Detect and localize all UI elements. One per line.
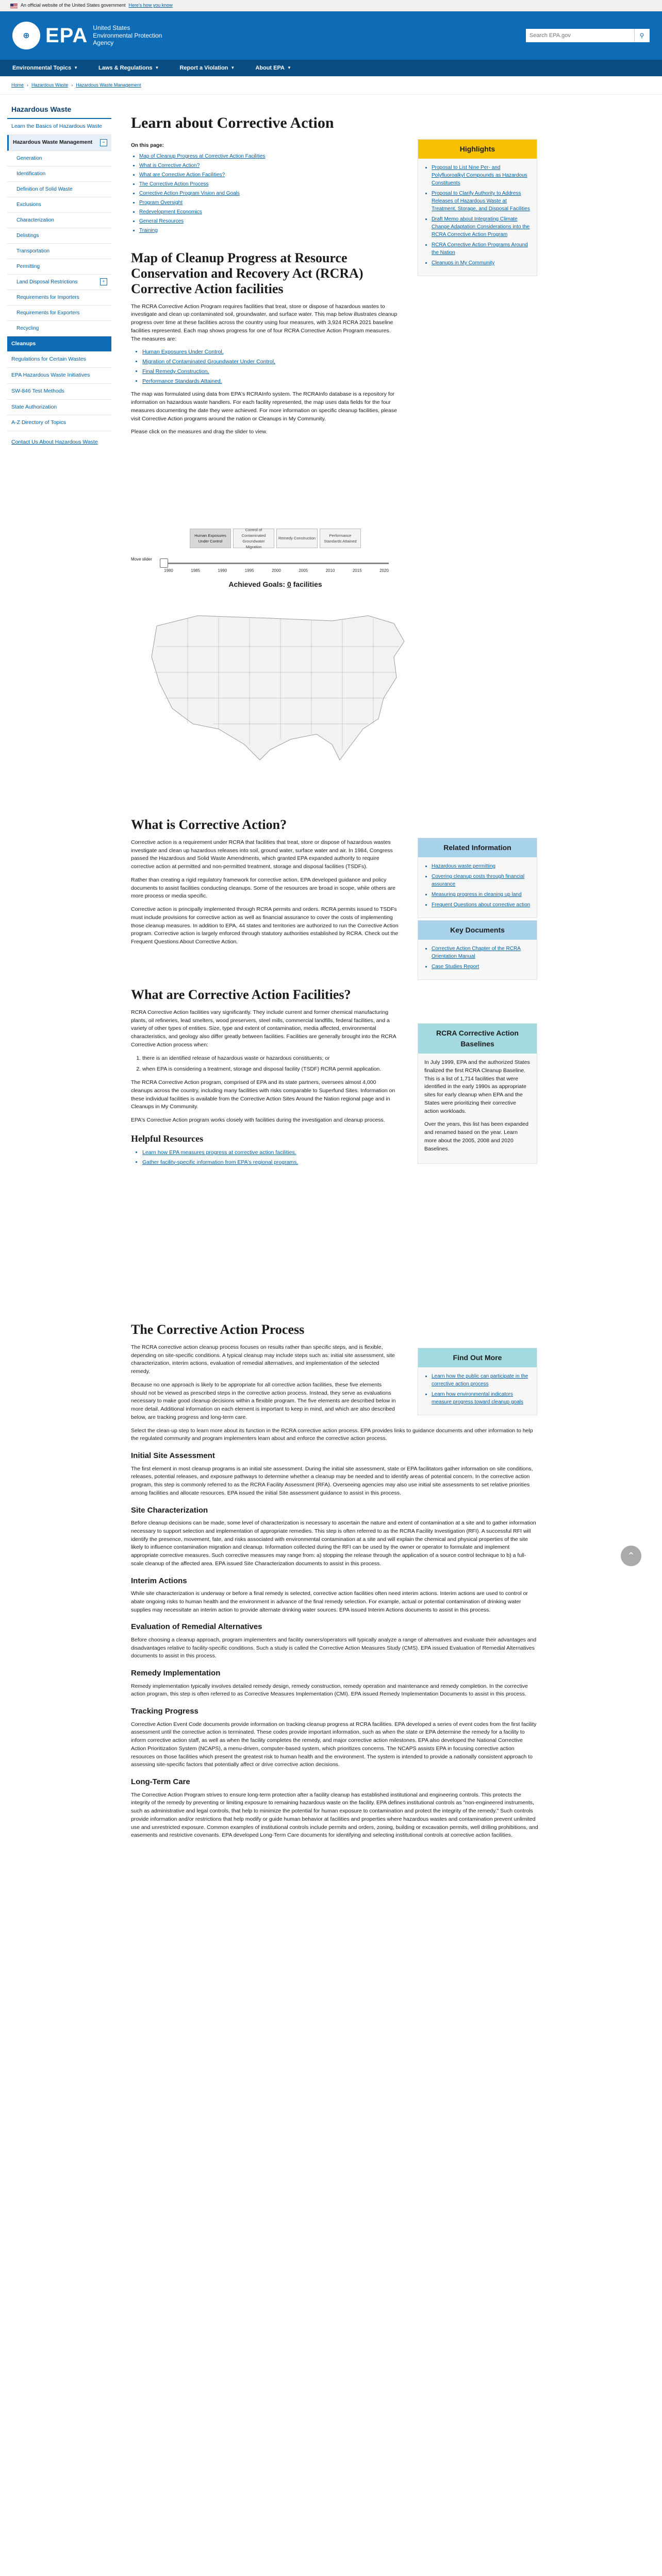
sidebar-item[interactable]	[7, 368, 111, 384]
on-this-page-link[interactable]: • What are Corrective Action Facilities?	[139, 171, 378, 179]
gov-banner-text: An official website of the United States government	[21, 3, 126, 8]
year-tick: 1985	[191, 568, 201, 573]
highlight-link[interactable]: • RCRA Corrective Action Programs Around the Nation	[432, 241, 531, 257]
sidebar-item-label: Characterization	[16, 217, 54, 223]
slider-track[interactable]	[164, 563, 389, 564]
process-step-heading: Long-Term Care	[131, 1777, 190, 1787]
sidebar-item[interactable]	[7, 306, 111, 321]
us-map-outline	[152, 616, 404, 760]
find-out-more-box	[418, 1348, 537, 1415]
facilities-heading: What are Corrective Action Facilities?	[131, 987, 351, 1002]
sidebar-item[interactable]	[7, 415, 111, 431]
sidebar-item-label: Regulations for Certain Wastes	[11, 356, 86, 363]
measure-link[interactable]: • Performance Standards Attained.	[142, 378, 399, 386]
map-measure-tab[interactable]: Human Exposures Under Control	[190, 529, 231, 548]
facilities-p2: The RCRA Corrective Action program, comprised of EPA and its state partners, oversees almost 4,000 cleanups across the country, including many facilities with risks comparable to Superfund Sites. Information on these individual facilities is available from the Corrective Action Sites Around the Nation regional page and in Cleanups in My Community.	[131, 1079, 395, 1110]
breadcrumb-home[interactable]: Home	[11, 82, 24, 88]
measure-link[interactable]: • Human Exposures Under Control,	[142, 348, 399, 357]
measure-link[interactable]: • Migration of Contaminated Groundwater Under Control,	[142, 358, 399, 366]
process-step-text: Before choosing a cleanup approach, program implementers and facility owners/operators will typically analyze a range of alternatives and evaluate their advantages and disadvantages relative to facility-specific conditions. Such a study is called the Corrective Action Measures Study (CMS). EPA issued Evaluation of Remedial Alternatives documents to assist in this process.	[131, 1636, 537, 1659]
key-document-link[interactable]: • Corrective Action Chapter of the RCRA Orientation Manual	[432, 945, 531, 960]
measure-link[interactable]: • Final Remedy Construction,	[142, 368, 399, 376]
process-step-heading: Tracking Progress	[131, 1707, 198, 1716]
year-tick: 1980	[164, 568, 173, 573]
epa-logo[interactable]	[12, 20, 162, 51]
sidebar-title[interactable]: Hazardous Waste	[7, 101, 111, 119]
highlight-link[interactable]: • Cleanups in My Community	[432, 259, 531, 267]
related-info-title: Related Information	[418, 838, 537, 857]
highlight-link[interactable]: • Draft Memo about Integrating Climate Change Adaptation Considerations into the RCRA Corrective Action Program	[432, 215, 531, 239]
breadcrumb-hw-management[interactable]: Hazardous Waste Management	[76, 82, 141, 88]
sidebar-item[interactable]	[7, 336, 111, 352]
logo-text: EPA	[45, 24, 88, 47]
facilities-p1: RCRA Corrective Action facilities vary significantly. They include current and former chemical manufacturing plants, oil refineries, lead smelters, wood preservers, steel mills, commercial landfills, federal facilities, and a variety of other types of entities. Size, type and extent of contamination, media affected, environmental characteristics, and geology also differ greatly between facilities. Facilities are generally brought into the RCRA Corrective Action process when:	[131, 1009, 396, 1048]
sidebar-item-label: Permitting	[16, 263, 40, 269]
nav-environmental-topics[interactable]: Environmental Topics ▼	[12, 64, 78, 71]
baselines-p1: In July 1999, EPA and the authorized States finalized the first RCRA Cleanup Baseline. This is a list of 1,714 facilities that were identified in the early 1990s as appropriate sites for early cleanup when EPA and the States were prioritizing their corrective action workloads.	[424, 1059, 530, 1114]
on-this-page-link[interactable]: • Training	[139, 227, 378, 234]
sidebar-item-label: Definition of Solid Waste	[16, 186, 73, 192]
on-this-page-link[interactable]: • Corrective Action Program Vision and Goals	[139, 190, 378, 197]
sidebar-nav	[7, 101, 111, 447]
process-p1: The RCRA corrective action cleanup process focuses on results rather than specific steps, and is flexible, depending on site-specific conditions. A typical cleanup may include steps such as: initial site assessment, site characterization, interim actions, evaluation of remedial alternatives, and implementation of the selected remedy.	[131, 1344, 395, 1375]
on-this-page-link[interactable]: • Program Oversight	[139, 199, 378, 207]
sidebar-item[interactable]	[7, 384, 111, 400]
sidebar-item[interactable]	[7, 197, 111, 213]
site-header	[0, 11, 662, 60]
year-tick: 2015	[352, 568, 362, 573]
sidebar-item[interactable]	[7, 213, 111, 228]
find-out-link[interactable]: • Learn how environmental indicators measure progress toward cleanup goals	[432, 1391, 531, 1406]
sidebar-item[interactable]	[7, 228, 111, 244]
agency-name: United States Environmental Protection Agency	[93, 24, 162, 47]
year-slider[interactable]	[131, 553, 420, 574]
chevron-down-icon: ▼	[155, 65, 159, 70]
search-button[interactable]	[634, 29, 650, 42]
key-documents-title: Key Documents	[418, 921, 537, 940]
main-nav	[0, 60, 662, 76]
process-step-text: The first element in most cleanup programs is an initial site assessment. During the initial site assessment, state or EPA facilitators gather information on site conditions, releases, potential releases, and exposure pathways to determine whether a cleanup may be needed and to identify areas of potential concern. In the corrective action program, this step is commonly referred to as the RCRA Facility Assessment (RFA). Overseeing agencies may also use initial site assessments to set relative priorities among facilities and allocate resources. EPA issued the initial Site assessment guidance to assist in this process.	[131, 1465, 533, 1496]
key-documents-box	[418, 920, 537, 980]
sidebar-item[interactable]	[7, 166, 111, 182]
helpful-resource-link[interactable]: • Learn how EPA measures progress at corrective action facilities.	[142, 1149, 399, 1157]
process-heading: The Corrective Action Process	[131, 1322, 305, 1337]
nav-laws-regulations[interactable]: Laws & Regulations ▼	[98, 64, 159, 71]
year-tick: 2010	[325, 568, 335, 573]
process-step-text: While site characterization is underway or before a final remedy is selected, corrective action facilities often need interim actions. Interim actions are used to control or abate ongoing risks to human health and the environment in advance of the final remedy selection. For example, actual or potential contamination of drinking water supplies may necessitate an interim action to provide alternate drinking water sources. EPA issued Interim Actions documents to assist in this process.	[131, 1590, 528, 1613]
breadcrumb-hazardous-waste[interactable]: Hazardous Waste	[31, 82, 69, 88]
helpful-heading: Helpful Resources	[131, 1133, 204, 1144]
process-step-text: The Corrective Action Program strives to ensure long-term protection after a facility cleanup has established institutional and engineering controls. This protects the integrity of the remedy by preventing or limiting exposure to remaining hazardous waste on the facility. EPA defines institutional controls as "non-engineered instruments, such as administrative and legal controls, that help to minimize the potential for human exposure to contamination and protect the integrity of the remedy." Such controls provide information and/or restrictions that help modify or guide human behavior at facilities and properties where hazardous wastes and contamination prevent unlimited use and unrestricted exposure. Common examples of institutional controls include permits and orders, zoning, building or excavation permits, well drilling prohibitions, and easements and restrictive covenants. EPA developed Long-Term Care documents for identifying and selecting institutional controls at corrective action facilities.	[131, 1791, 538, 1839]
facility-criterion: 2. when EPA is considering a treatment, storage and disposal facility (TSDF) RCRA permit application.	[142, 1065, 399, 1074]
breadcrumb: Home › Hazardous Waste › Hazardous Waste Management	[0, 76, 662, 95]
sidebar-item-label: Land Disposal Restrictions	[16, 279, 78, 285]
facilities-section	[131, 987, 399, 1172]
process-step-text: Corrective Action Event Code documents provide information on tracking cleanup progress at RCRA facilities. EPA developed a series of event codes from the first facility assessment until the corrective action is terminated. These codes provide important information, such as when the state or EPA determine the remedy for a facility to inform corrective action staff, as well as when the facility completes the remedy, and major corrective action milestones. EPA also developed the National Corrective Action Prioritization System (NCAPS), a menu-driven, computer-based system, which prioritizes concerns. The NCAPS assists EPA in focusing corrective action resources on those facilities which present the greatest risk to human health and the environment. The system is intended to provide a nationally consistent approach to assessing site-specific factors that potentially affect or drive corrective action decisions.	[131, 1721, 537, 1768]
chevron-up-icon: ⌃	[627, 1550, 635, 1561]
sidebar-item[interactable]	[7, 400, 111, 416]
sidebar-item-label: Delistings	[16, 232, 39, 239]
gov-banner	[0, 0, 662, 11]
on-this-page: On this page: • Map of Cleanup Progress at Corrective Action Facilities • What is Corrective Action? • What are Corrective Action Facilities? • The Corrective Action Process • Corrective Action Program Vision and Goals • Program Oversight • Redevelopment Economics • General Resources • Training	[131, 142, 378, 234]
cleanup-map-widget	[131, 529, 420, 765]
related-info-box	[418, 838, 537, 918]
sidebar-item[interactable]	[7, 182, 111, 197]
sidebar-item-label: Exclusions	[16, 201, 41, 208]
map-data-note: The map was formulated using data from EPA's RCRAInfo system. The RCRAInfo database is a repository for information on hazardous waste handlers. For each facility represented, the map uses data fields for the four measures documenting the date they were achieved. For more information on specific cleanup facilities, please visit Corrective Action programs around the nation or Cleanups in My Community.	[131, 391, 397, 422]
on-this-page-link[interactable]: • The Corrective Action Process	[139, 180, 378, 188]
sidebar-item-label: Generation	[16, 155, 42, 161]
highlight-link[interactable]: • Proposal to Clarify Authority to Address Releases of Hazardous Waste at Treatment, Storage, and Disposal Facilities	[432, 190, 531, 213]
sidebar-item-label: Learn the Basics of Hazardous Waste	[11, 123, 102, 129]
slider-hint: Move slider	[131, 557, 152, 562]
page-title: Learn about Corrective Action	[131, 114, 334, 131]
facilities-p3: EPA's Corrective Action program works closely with facilities during the investigation and cleanup process.	[131, 1117, 385, 1124]
sidebar-item-label: Identification	[16, 171, 46, 177]
nav-report-violation[interactable]: Report a Violation ▼	[179, 64, 235, 71]
sidebar-item[interactable]	[7, 119, 111, 135]
related-link[interactable]: • Hazardous waste permitting	[432, 862, 531, 870]
related-link[interactable]: • Measuring progress in cleaning up land	[432, 891, 531, 899]
sidebar-item[interactable]	[7, 352, 111, 368]
year-tick: 2005	[299, 568, 308, 573]
sidebar-item[interactable]	[7, 290, 111, 306]
heres-how-link[interactable]: Here's how you know	[128, 3, 173, 8]
what-is-p1: Corrective action is a requirement under RCRA that facilities that treat, store or dispose of hazardous wastes investigate and clean up hazardous releases into soil, ground water, surface water and air. In 1984, Congress passed the Hazardous and Solid Waste Amendments, which granted EPA expanded authority to require corrective action at permitted and non-permitted treatment, storage and disposal facilities (TSDFs).	[131, 839, 393, 870]
sidebar-item-label: Requirements for Exporters	[16, 310, 80, 316]
process-p3: Select the clean-up step to learn more about its function in the RCRA corrective action process. EPA provides links to guidance documents and other information to help the regulated community and program implementers learn about and enforce the corrective action process.	[131, 1427, 533, 1442]
collapse-icon[interactable]: −	[100, 139, 107, 146]
map-measure-tab[interactable]: Control of Contaminated Groundwater Migration	[233, 529, 274, 548]
find-out-more-title: Find Out More	[418, 1348, 537, 1367]
baselines-p2: Over the years, this list has been expanded and renamed based on the year. Learn more about the 2005, 2008 and 2020 Baselines.	[424, 1121, 528, 1152]
sidebar-item[interactable]	[7, 244, 111, 259]
process-step-text: Before cleanup decisions can be made, some level of characterization is necessary to ascertain the nature and extent of contamination at a site and to gather information necessary to support selection and implementation of appropriate remedies. This step is often referred to as the RCRA Facility Investigation (RFI). A successful RFI will identify the presence, movement, fate, and risks associated with environmental contamination at a site and will explain the chemical and physical properties of the site likely to influence contamination migration and cleanup. Information collected during the RFI can be used by the owner or operator to formulate and implement appropriate corrective measures. Such corrective measures may range from: a) stopping the release through the application of a source control technique to b) a full-scale cleanup of the affected area. EPA issued Site Characterization documents to assist in this process.	[131, 1520, 536, 1567]
baselines-box	[418, 1023, 537, 1164]
year-tick: 2020	[379, 568, 389, 573]
find-out-link[interactable]: • Learn how the public can participate in the corrective action process	[432, 1372, 531, 1388]
epa-seal-icon: ⊕	[12, 22, 40, 49]
search-icon: ⚲	[639, 32, 644, 39]
sidebar-item[interactable]	[7, 321, 111, 336]
sidebar-item-label: Cleanups	[11, 340, 36, 347]
sidebar-item-label: Recycling	[16, 325, 39, 331]
what-is-section	[131, 817, 399, 952]
sidebar-item-label: A-Z Directory of Topics	[11, 419, 66, 426]
year-tick: 2000	[272, 568, 281, 573]
achieved-goals: Achieved Goals: 0 facilities	[228, 580, 322, 588]
expand-icon[interactable]: +	[100, 278, 107, 285]
highlights-title: Highlights	[418, 140, 537, 159]
sidebar-item-label: Requirements for Importers	[16, 294, 79, 300]
sidebar-item[interactable]	[7, 259, 111, 275]
process-step-heading: Site Characterization	[131, 1505, 208, 1515]
map-measure-tab[interactable]: Remedy Construction	[276, 529, 318, 548]
map-heading: Map of Cleanup Progress at Resource Conservation and Recovery Act (RCRA) Corrective Action facilities	[131, 250, 363, 296]
sidebar-item[interactable]	[7, 275, 111, 290]
sidebar-item-label: SW-846 Test Methods	[11, 387, 64, 394]
chevron-down-icon: ▼	[74, 65, 78, 70]
chevron-down-icon: ▼	[230, 65, 235, 70]
what-is-p2: Rather than creating a rigid regulatory framework for corrective action, EPA developed guidance and policy documents to assist facilities conducting cleanups. Some of the resources are broad in scope, while others are more process or media specific.	[131, 876, 396, 900]
helpful-resource-link[interactable]: • Gather facility-specific information from EPA's regional programs.	[142, 1159, 399, 1167]
main-content	[131, 101, 538, 1839]
map-intro: The RCRA Corrective Action Program requires facilities that treat, store or dispose of hazardous wastes to investigate and clean up contaminated soil, groundwater, and surface water. This map below illustrates cleanup progress over time at these facilities across the country using four measures, with 3,924 RCRA 2021 baseline facilities represented. Each map shows progress for one of four RCRA Corrective Action Program measures. The measures are:	[131, 303, 398, 342]
us-flag-icon	[10, 4, 18, 8]
sidebar-item[interactable]	[7, 135, 111, 151]
what-is-p3: Corrective action is principally implemented through RCRA permits and orders. RCRA permits issued to TSDFs must include provisions for corrective action as well as financial assurance to cover the costs of implementing those cleanup measures. In addition to EPA, 44 states and territories are authorized to run the Corrective Action program. Corrective action is largely enforced through statutory authorities established by RCRA. Check out the Frequent Questions About Corrective Action.	[131, 906, 399, 945]
process-p2: Because no one approach is likely to be appropriate for all corrective action facilities, these five elements should not be viewed as prescribed steps in the corrective action process. Instead, they serve as evaluations necessary to make good cleanup decisions within a flexible program. The five elements are described below in more detail. Additional information on each element is important to keep in mind, and which are also described below, are tracking progress and long-term care.	[131, 1381, 396, 1420]
sidebar-item-label: State Authorization	[11, 403, 57, 410]
year-tick: 1990	[218, 568, 227, 573]
process-step-text: Remedy implementation typically involves detailed remedy design, remedy construction, remedy operation and maintenance and remedy completion. In the corrective action program, this step is often referred to as Corrective Measures Implementation (CMI). EPA issued Remedy Implementation Documents to assist in this process.	[131, 1683, 528, 1698]
process-step-heading: Remedy Implementation	[131, 1669, 221, 1678]
on-this-page-link[interactable]: • Map of Cleanup Progress at Corrective Action Facilities	[139, 152, 378, 160]
process-step-heading: Evaluation of Remedial Alternatives	[131, 1622, 262, 1632]
map-measure-tab[interactable]: Performance Standards Attained	[320, 529, 361, 548]
sidebar-item-label: EPA Hazardous Waste Initiatives	[11, 372, 90, 378]
on-this-page-link[interactable]: • General Resources	[139, 217, 378, 225]
process-step-heading: Interim Actions	[131, 1576, 187, 1585]
us-map[interactable]	[136, 595, 415, 765]
nav-about-epa[interactable]: About EPA ▼	[255, 64, 291, 71]
highlight-link[interactable]: • Proposal to List Nine Per- and Polyfluoroalkyl Compounds as Hazardous Constituents	[432, 164, 531, 187]
year-tick: 1995	[244, 568, 254, 573]
related-link[interactable]: • Frequent Questions about corrective action	[432, 901, 531, 909]
facility-criterion: 1. there is an identified release of hazardous waste or hazardous constituents; or	[142, 1055, 399, 1063]
key-document-link[interactable]: • Case Studies Report	[432, 963, 531, 971]
site-search	[526, 29, 650, 42]
sidebar-item-label: Transportation	[16, 248, 50, 254]
on-this-page-link[interactable]: • Redevelopment Economics	[139, 208, 378, 216]
search-input[interactable]	[526, 29, 634, 42]
slider-handle[interactable]	[160, 558, 168, 568]
map-section	[131, 250, 399, 442]
process-step-heading: Initial Site Assessment	[131, 1451, 215, 1461]
what-is-heading: What is Corrective Action?	[131, 817, 287, 832]
goals-count: 0	[287, 580, 291, 588]
sidebar-item-label: Hazardous Waste Management	[13, 139, 93, 145]
related-link[interactable]: • Covering cleanup costs through financial assurance	[432, 873, 531, 888]
baselines-title: RCRA Corrective Action Baselines	[418, 1024, 537, 1054]
map-instructions: Please click on the measures and drag the slider to view.	[131, 429, 268, 435]
highlights-box	[418, 139, 537, 276]
chevron-down-icon: ▼	[287, 65, 291, 70]
back-to-top-button[interactable]	[621, 1546, 641, 1566]
on-this-page-link[interactable]: • What is Corrective Action?	[139, 162, 378, 170]
contact-us-link[interactable]: Contact Us About Hazardous Waste	[11, 439, 98, 445]
sidebar-item[interactable]	[7, 151, 111, 166]
